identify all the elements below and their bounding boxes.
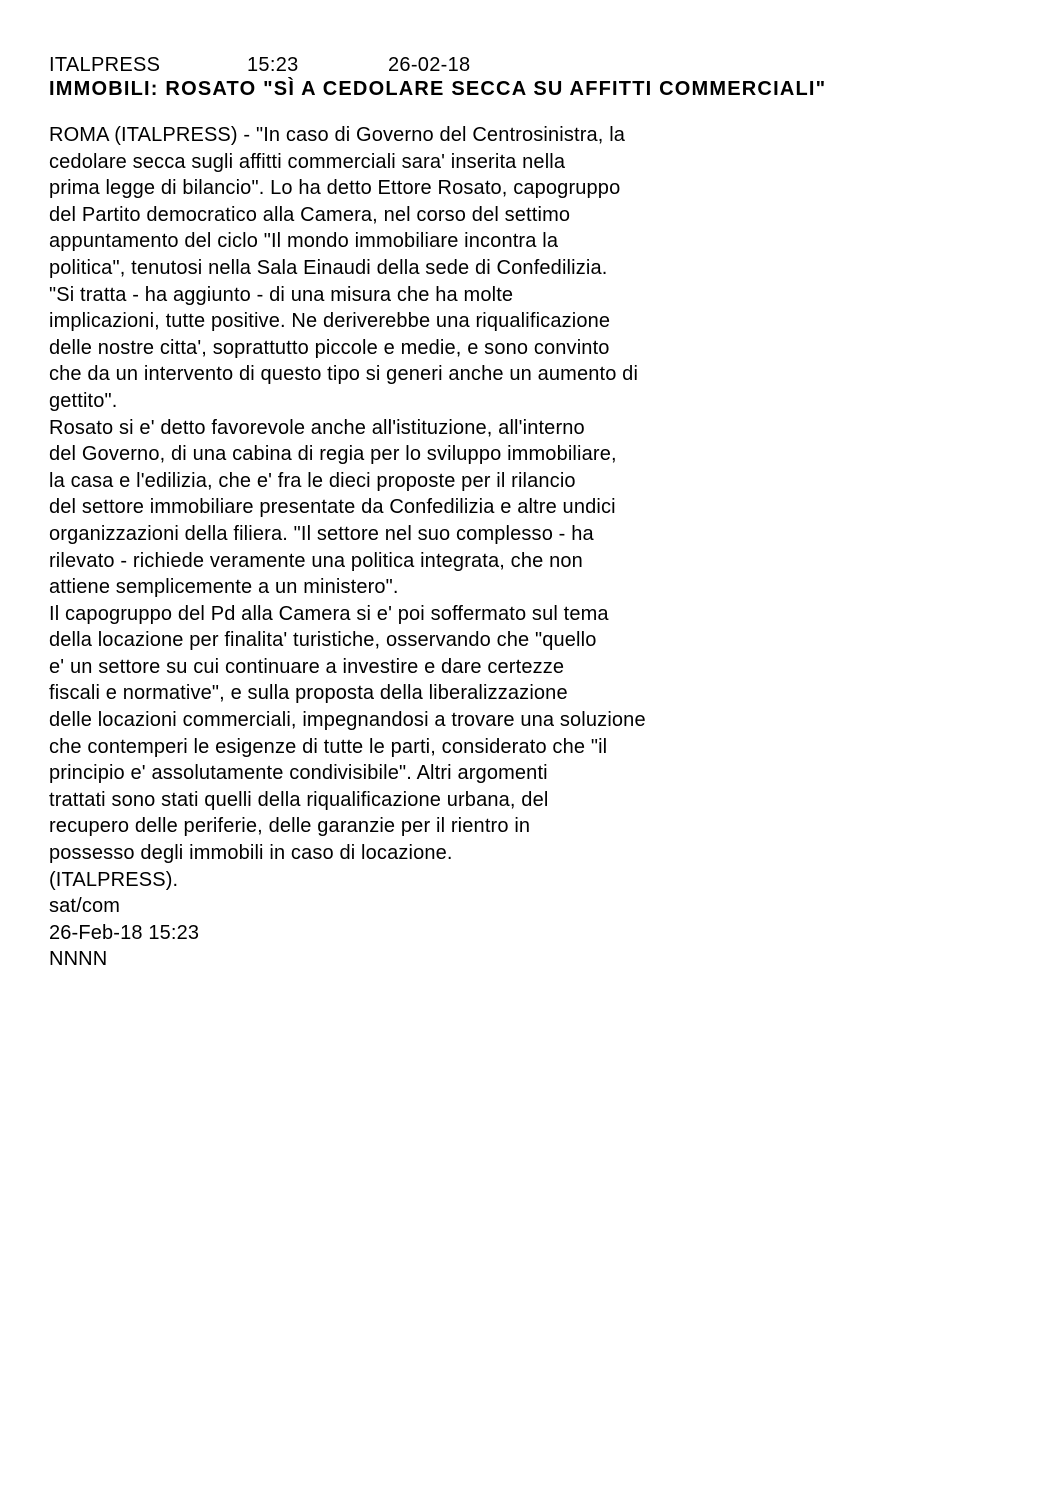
body-line: "Si tratta - ha aggiunto - di una misura che ha molte <box>49 283 514 306</box>
agency-name: ITALPRESS <box>49 54 161 76</box>
wire-date: 26-02-18 <box>388 54 471 76</box>
body-line: la casa e l'edilizia, che e' fra le dieci proposte per il rilancio <box>49 469 576 492</box>
body-line: ROMA (ITALPRESS) - "In caso di Governo del Centrosinistra, la <box>49 124 626 146</box>
wire-time: 15:23 <box>247 54 299 76</box>
body-line: principio e' assolutamente condivisibile". Altri argomenti <box>49 762 548 785</box>
headline: IMMOBILI: ROSATO "SÌ A CEDOLARE SECCA SU AFFITTI COMMERCIALI" <box>49 78 827 100</box>
wire-header <box>49 54 1029 76</box>
body-line: organizzazioni della filiera. "Il settore nel suo complesso - ha <box>49 522 594 545</box>
body-line: che da un intervento di questo tipo si generi anche un aumento di <box>49 363 639 386</box>
author-initials: sat/com <box>49 895 121 918</box>
body-line: e' un settore su cui continuare a investire e dare certezze <box>49 655 565 678</box>
end-marker: NNNN <box>49 948 108 971</box>
body-line: del Governo, di una cabina di regia per lo sviluppo immobiliare, <box>49 443 617 466</box>
body-line: fiscali e normative", e sulla proposta della liberalizzazione <box>49 682 568 705</box>
body-line: del settore immobiliare presentate da Confedilizia e altre undici <box>49 496 616 519</box>
body-line: appuntamento del ciclo "Il mondo immobiliare incontra la <box>49 230 559 253</box>
footer-timestamp: 26-Feb-18 15:23 <box>49 921 200 944</box>
wire-footer <box>49 867 1029 973</box>
body-line: Rosato si e' detto favorevole anche all'istituzione, all'interno <box>49 416 585 439</box>
source-tag: (ITALPRESS). <box>49 868 179 891</box>
body-line: possesso degli immobili in caso di locazione. <box>49 842 453 865</box>
article-body <box>49 122 1029 867</box>
body-line: che contemperi le esigenze di tutte le parti, considerato che "il <box>49 735 608 758</box>
news-wire-document <box>49 54 1029 973</box>
body-line: prima legge di bilancio". Lo ha detto Ettore Rosato, capogruppo <box>49 177 621 200</box>
body-line: gettito". <box>49 389 118 412</box>
body-line: implicazioni, tutte positive. Ne deriverebbe una riqualificazione <box>49 310 611 333</box>
body-line: trattati sono stati quelli della riqualificazione urbana, del <box>49 788 549 811</box>
body-line: politica", tenutosi nella Sala Einaudi della sede di Confedilizia. <box>49 256 608 279</box>
body-line: della locazione per finalita' turistiche, osservando che "quello <box>49 629 597 652</box>
body-line: del Partito democratico alla Camera, nel corso del settimo <box>49 203 571 226</box>
body-line: rilevato - richiede veramente una politica integrata, che non <box>49 549 583 572</box>
body-line: delle locazioni commerciali, impegnandosi a trovare una soluzione <box>49 709 646 732</box>
body-line: cedolare secca sugli affitti commerciali sara' inserita nella <box>49 150 566 173</box>
body-line: attiene semplicemente a un ministero". <box>49 576 399 599</box>
body-line: recupero delle periferie, delle garanzie per il rientro in <box>49 815 531 838</box>
body-line: Il capogruppo del Pd alla Camera si e' poi soffermato sul tema <box>49 602 609 625</box>
body-line: delle nostre citta', soprattutto piccole e medie, e sono convinto <box>49 336 610 359</box>
